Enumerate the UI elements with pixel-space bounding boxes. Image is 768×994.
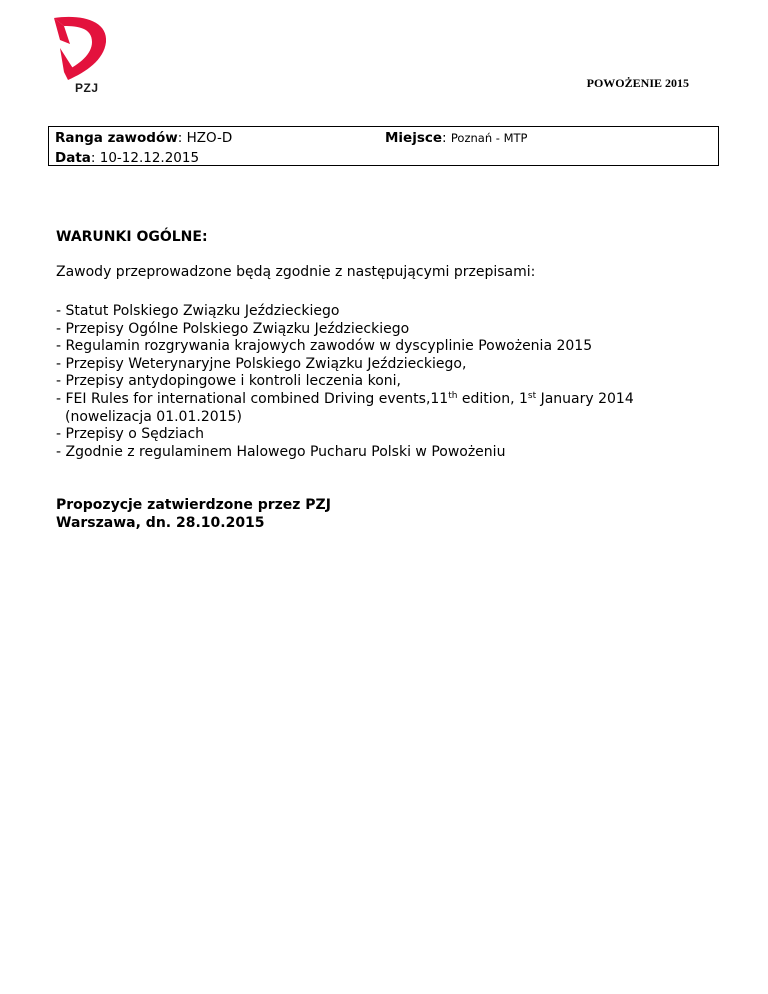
logo-text: PZJ [75,81,99,95]
data-row: Data: 10-12.12.2015 [55,150,200,166]
miejsce-row: Miejsce: Poznań - MTP [385,130,528,146]
fei-rules-date: January 2014 [536,390,634,407]
data-label: Data [55,150,91,166]
fei-rules-text: - FEI Rules for international combined Driving events,11 [56,390,449,407]
miejsce-label: Miejsce [385,130,443,146]
list-item: - Przepisy Ogólne Polskiego Związku Jeździeckiego [56,320,410,337]
list-item: - Statut Polskiego Związku Jeździeckiego [56,303,340,319]
section-title: WARUNKI OGÓLNE: [56,229,208,245]
ranga-row: Ranga zawodów: HZO-D [55,130,233,146]
list-item: - Przepisy Weterynaryjne Polskiego Związku Jeździeckiego, [56,355,467,372]
approval-block [56,497,331,532]
miejsce-value: Poznań - MTP [450,131,528,145]
ranga-value: HZO-D [186,130,233,146]
approval-place-date: Warszawa, dn. 28.10.2015 [56,514,265,531]
rules-list [56,303,634,461]
list-item [56,391,634,409]
ordinal-suffix: th [448,390,458,401]
list-item: - Przepisy antydopingowe i kontroli leczenia koni, [56,373,401,390]
list-item: - Zgodnie z regulaminem Halowego Pucharu Polski w Powożeniu [56,443,506,460]
list-item: - Regulamin rozgrywania krajowych zawodów w dyscyplinie Powożenia 2015 [56,338,593,355]
ranga-label: Ranga zawodów [55,130,178,146]
intro-text: Zawody przeprowadzone będą zgodnie z następującymi przepisami: [56,264,536,280]
data-value: 10-12.12.2015 [99,150,200,166]
fei-rules-edition: edition, 1 [457,390,528,407]
list-item: - Przepisy o Sędziach [56,426,205,443]
document-header-title: POWOŻENIE 2015 [586,76,689,90]
ordinal-suffix: st [527,390,537,401]
approval-line: Propozycje zatwierdzone przez PZJ [56,497,331,513]
list-item-continuation: (nowelizacja 01.01.2015) [65,408,242,425]
competition-info-box [48,126,719,166]
pzj-logo-mark [50,14,112,84]
